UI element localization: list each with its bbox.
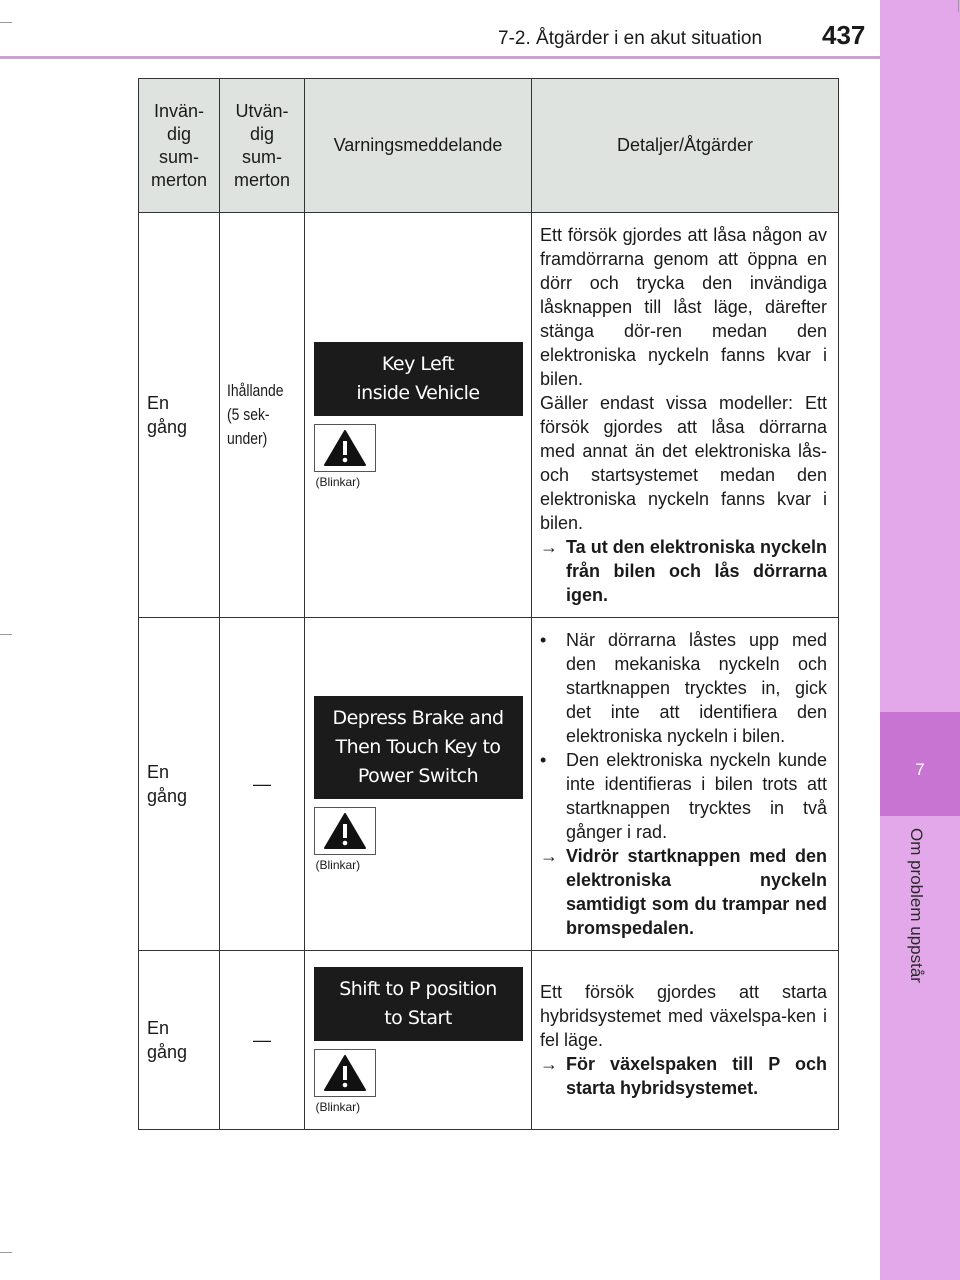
crop-mark: [0, 22, 12, 23]
bullet-text: Den elektroniska nyckeln kunde inte identifieras i bilen trots att startknappen trycktes in två gånger i rad.: [566, 750, 827, 842]
outside-buzzer-cell: Ihållande (5 sek- under): [220, 213, 290, 618]
side-tab-strip: [880, 0, 960, 1280]
warning-message-display: Key Left inside Vehicle: [314, 342, 523, 416]
inside-buzzer-cell: En gång: [139, 618, 220, 951]
bullet-text: När dörrarna låstes upp med den mekaniska nyckeln och startknappen trycktes in, gick det inte att identifiera den elektroniska nyckeln i bilen.: [566, 630, 827, 746]
arrow-right-icon: →: [540, 1054, 558, 1074]
warning-triangle-icon: [314, 424, 376, 472]
outside-buzzer-cell: —: [220, 951, 305, 1130]
action-item: [540, 1052, 827, 1100]
blink-label: (Blinkar): [315, 474, 361, 489]
warning-message-display: Shift to P position to Start: [314, 967, 523, 1041]
warning-message-display: Depress Brake and Then Touch Key to Power Switch: [314, 696, 523, 799]
header-details: Detaljer/Åtgärder: [532, 79, 839, 213]
warning-message-cell: [305, 951, 532, 1130]
table-row: [139, 618, 839, 951]
header-warning-message: Varningsmeddelande: [305, 79, 532, 213]
inside-buzzer-cell: En gång: [139, 951, 220, 1130]
details-cell: [532, 951, 839, 1130]
details-cell: [532, 618, 839, 951]
header-outside-buzzer: Utvän- dig sum- merton: [220, 79, 305, 213]
crop-mark: [958, 0, 959, 12]
warning-table: [138, 78, 839, 1130]
header-rule: [0, 56, 880, 59]
outside-buzzer-cell: —: [220, 618, 305, 951]
action-text: För växelspaken till P och starta hybridsystemet.: [566, 1054, 827, 1098]
bullet-item: [540, 748, 827, 844]
crop-mark: [0, 1252, 12, 1253]
details-text: Ett försök gjordes att starta hybridsystemet med växelspa-ken i fel läge.: [540, 982, 827, 1050]
page-number: 437: [822, 20, 866, 50]
chapter-number: 7: [915, 760, 925, 779]
warning-message-cell: [305, 618, 532, 951]
arrow-right-icon: →: [540, 846, 558, 866]
table-row: [139, 951, 839, 1130]
bullet-icon: •: [540, 750, 547, 770]
watermark: carmanualsonline.info: [702, 1250, 878, 1270]
arrow-right-icon: →: [540, 537, 558, 557]
details-cell: [532, 213, 839, 618]
table-header-row: [139, 79, 839, 213]
warning-indicator: [314, 424, 523, 489]
warning-triangle-icon: [314, 807, 376, 855]
header-section-title: 7-2. Åtgärder i en akut situation: [498, 28, 763, 49]
warning-indicator: [314, 1049, 523, 1114]
table-row: [139, 213, 839, 618]
warning-indicator: [314, 807, 523, 872]
bullet-item: [540, 628, 827, 748]
action-item: [540, 535, 827, 607]
details-text: Ett försök gjordes att låsa någon av framdörrarna genom att öppna en dörr och trycka den invändiga låsknappen till låst läge, därefter stänga dör-ren medan den elektroniska nyckeln fanns kvar i bilen.: [540, 225, 827, 389]
warning-message-cell: [305, 213, 532, 618]
crop-mark: [0, 634, 12, 635]
warning-triangle-icon: [314, 1049, 376, 1097]
action-item: [540, 844, 827, 940]
details-text: Gäller endast vissa modeller: Ett försök gjordes att låsa dörrarna med annat än det elektroniska lås- och startsystemet medan den elektroniska nyckeln fanns kvar i bilen.: [540, 393, 827, 533]
bullet-icon: •: [540, 630, 547, 650]
action-text: Ta ut den elektroniska nyckeln från bilen och lås dörrarna igen.: [566, 537, 827, 605]
header-inside-buzzer: Invän- dig sum- merton: [139, 79, 220, 213]
blink-label: (Blinkar): [315, 858, 361, 872]
blink-label: (Blinkar): [315, 1099, 361, 1114]
chapter-title: Om problem uppstår: [907, 828, 926, 983]
inside-buzzer-cell: En gång: [139, 213, 220, 618]
action-text: Vidrör startknappen med den elektroniska nyckeln samtidigt som du trampar ned bromspedalen.: [566, 846, 827, 938]
